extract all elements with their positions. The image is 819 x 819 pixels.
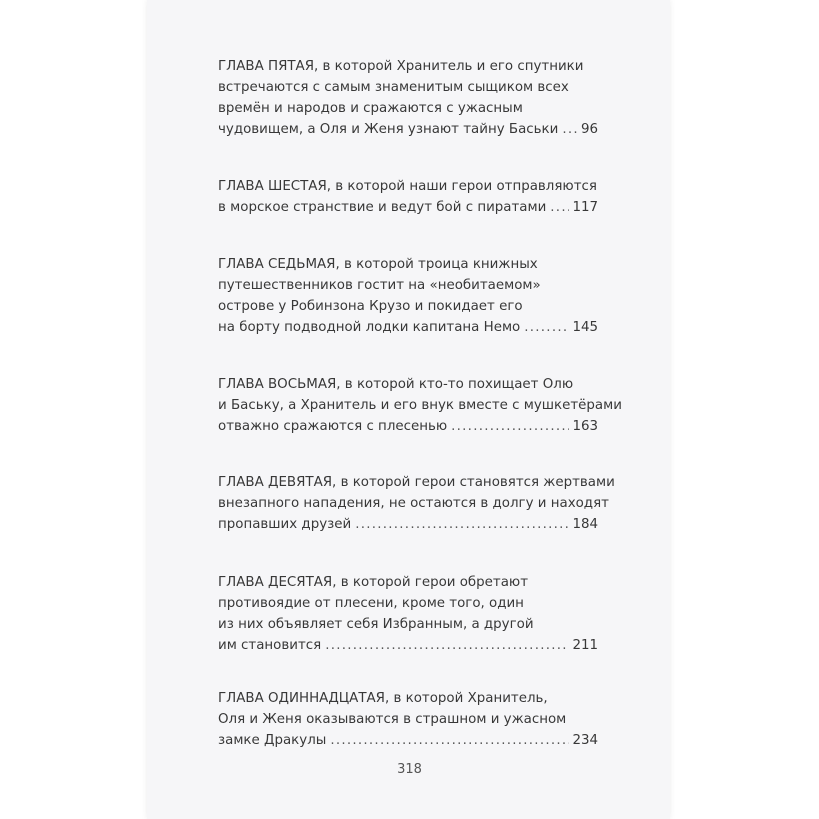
toc-entry-line: пропавших друзей: [218, 517, 352, 532]
dot-leader: [451, 416, 569, 437]
toc-entry-line: времён и народов и сражаются с ужасным: [218, 101, 523, 116]
dot-leader: [325, 635, 569, 656]
dot-leader: [562, 119, 578, 140]
toc-entry-chapter-9: [218, 472, 615, 535]
toc-entry-line: ГЛАВА ПЯТАЯ, в которой Хранитель и его спутники: [218, 59, 584, 74]
toc-entry-line: ГЛАВА ДЕВЯТАЯ, в которой герои становятся жертвами: [218, 475, 615, 490]
toc-entry-line: Оля и Женя оказываются в страшном и ужасном: [218, 712, 567, 727]
dot-leader: [524, 317, 569, 338]
toc-entry-line: внезапного нападения, не остаются в долгу и находят: [218, 496, 609, 511]
toc-page-number: 211: [572, 638, 598, 653]
toc-entry-line: ГЛАВА ДЕСЯТАЯ, в которой герои обретают: [218, 575, 528, 590]
toc-page-number: 117: [572, 200, 598, 215]
toc-page-number: 163: [572, 419, 598, 434]
toc-entry-line: замке Дракулы: [218, 733, 327, 748]
dot-leader: [550, 197, 569, 218]
toc-entry-line: им становится: [218, 638, 322, 653]
toc-entry-line: в морское странствие и ведут бой с пиратами: [218, 200, 547, 215]
toc-entry-chapter-10: [218, 572, 598, 656]
dot-leader: [355, 514, 569, 535]
toc-entry-line: на борту подводной лодки капитана Немо: [218, 320, 521, 335]
toc-entry-line: ГЛАВА ОДИННАДЦАТАЯ, в которой Хранитель,: [218, 691, 548, 706]
toc-entry-chapter-5: [218, 56, 598, 140]
toc-entry-chapter-8: [218, 374, 622, 437]
toc-entry-chapter-6: [218, 176, 598, 218]
toc-entry-line: встречаются с самым знаменитым сыщиком всех: [218, 80, 569, 95]
toc-entry-line: острове у Робинзона Крузо и покидает его: [218, 299, 523, 314]
toc-entry-line: ГЛАВА ВОСЬМАЯ, в которой кто-то похищает Олю: [218, 377, 574, 392]
toc-page-number: 184: [572, 517, 598, 532]
toc-entry-line: чудовищем, а Оля и Женя узнают тайну Баськи: [218, 122, 559, 137]
toc-entry-line: и Баську, а Хранитель и его внук вместе с мушкетёрами: [218, 398, 622, 413]
toc-entry-line: ГЛАВА ШЕСТАЯ, в которой наши герои отправляются: [218, 179, 597, 194]
toc-entry-chapter-7: [218, 254, 598, 338]
toc-entry-chapter-11: [218, 688, 598, 751]
toc-entry-line: из них объявляет себя Избранным, а другой: [218, 617, 534, 632]
toc-entry-line: путешественников гостит на «необитаемом»: [218, 278, 541, 293]
toc-page-number: 234: [572, 733, 598, 748]
toc-entry-line: отважно сражаются с плесенью: [218, 419, 448, 434]
page-number: 318: [397, 762, 422, 777]
dot-leader: [330, 730, 569, 751]
toc-page-number: 145: [572, 320, 598, 335]
toc-page-number: 96: [580, 122, 598, 137]
toc-entry-line: ГЛАВА СЕДЬМАЯ, в которой троица книжных: [218, 257, 538, 272]
toc-entry-line: противоядие от плесени, кроме того, один: [218, 596, 524, 611]
